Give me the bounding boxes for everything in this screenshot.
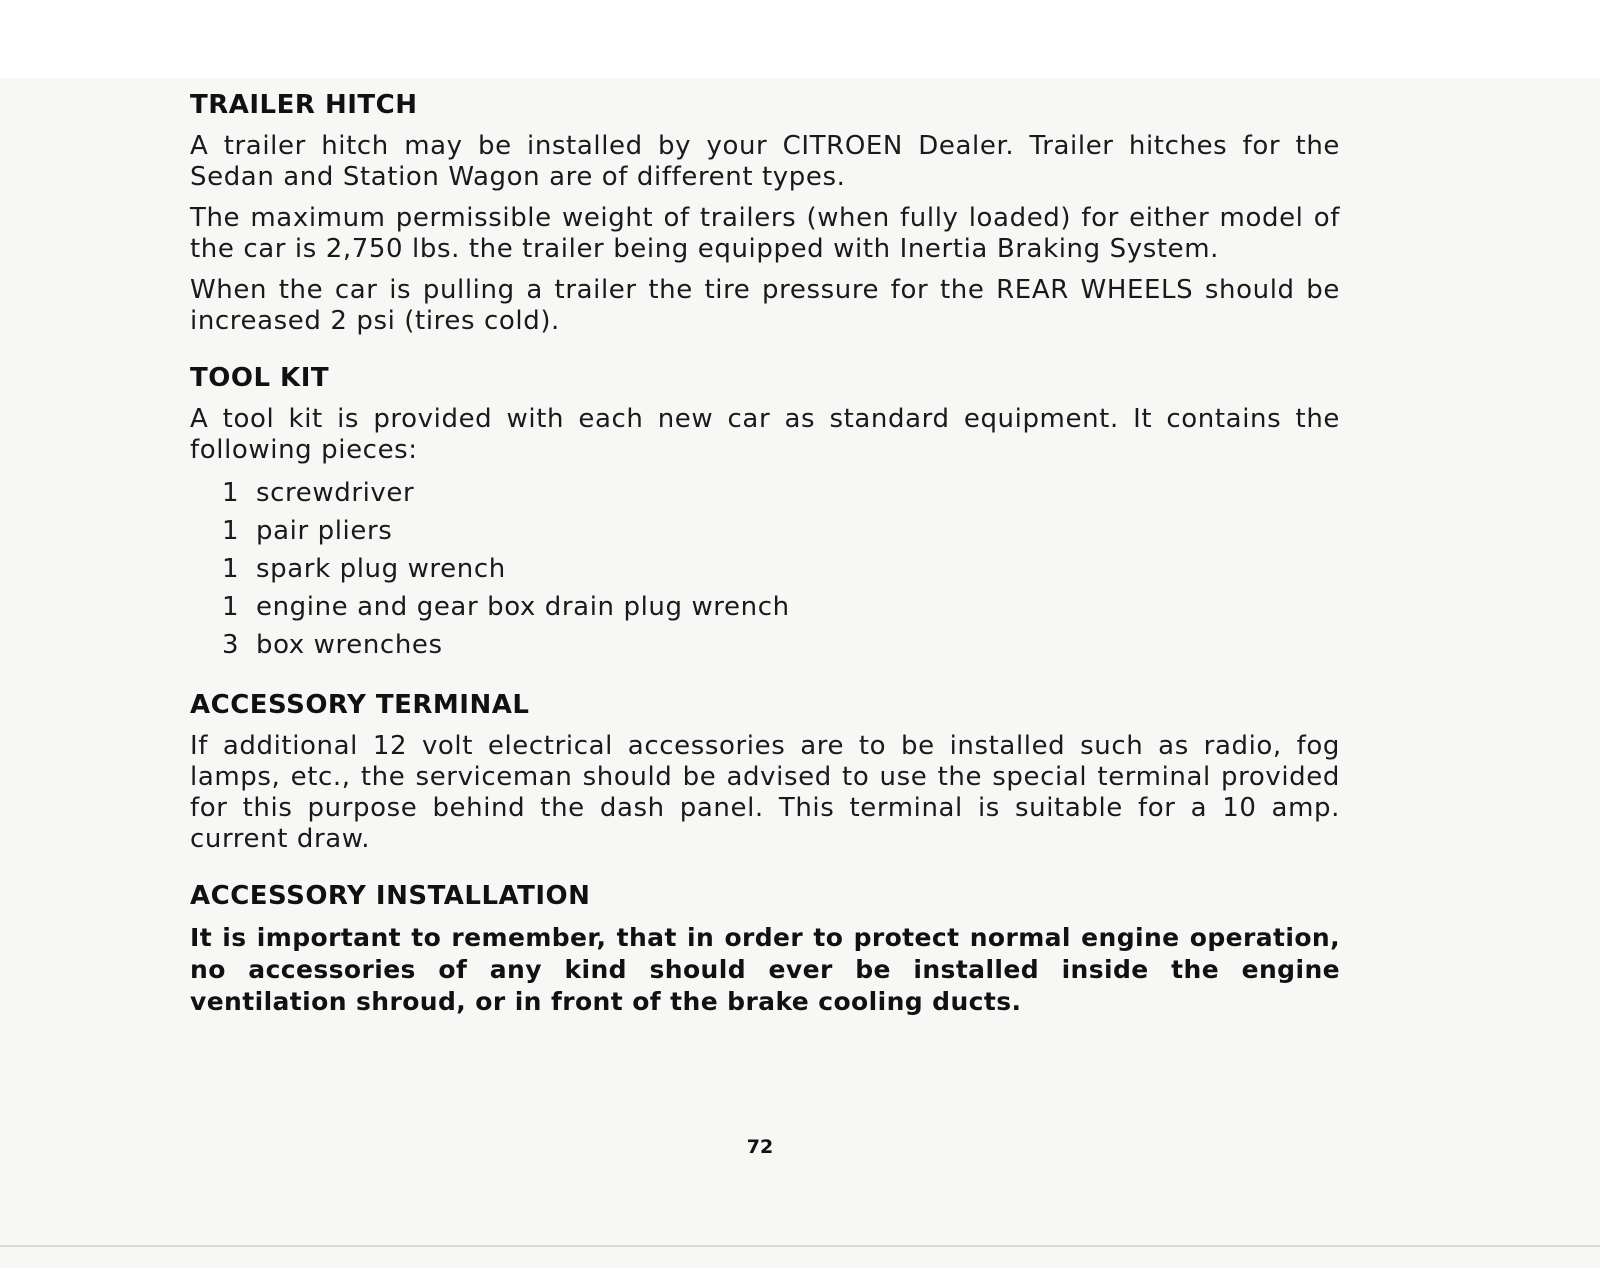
tool-quantity: 1 — [222, 478, 240, 508]
section-accessory-installation — [190, 879, 1340, 1018]
page-content — [190, 88, 1340, 1042]
section-accessory-terminal — [190, 688, 1340, 855]
list-item — [222, 588, 1340, 626]
heading-tool-kit: TOOL KIT — [190, 363, 330, 393]
tool-list — [222, 474, 1340, 664]
list-item — [222, 512, 1340, 550]
tool-name: screwdriver — [256, 478, 415, 508]
page-number: 72 — [746, 1136, 774, 1158]
tool-name: engine and gear box drain plug wrench — [256, 592, 790, 622]
tool-name: pair pliers — [256, 516, 393, 546]
paragraph-tool-kit-intro: A tool kit is provided with each new car as standard equipment. It contains the following pieces: — [190, 404, 1340, 465]
heading-accessory-installation: ACCESSORY INSTALLATION — [190, 881, 591, 911]
paragraph-accessory-terminal: If additional 12 volt electrical accessories are to be installed such as radio, fog lamps, etc., the serviceman should be advised to use the special terminal provided for this purpose behind the dash panel. This terminal is suitable for a 10 amp. current draw. — [190, 731, 1340, 854]
tool-quantity: 3 — [222, 630, 240, 660]
list-item — [222, 626, 1340, 664]
list-item — [222, 474, 1340, 512]
paragraph-trailer-hitch-1: A trailer hitch may be installed by your CITROEN Dealer. Trailer hitches for the Sedan and Station Wagon are of different types. — [190, 131, 1340, 192]
scan-edge-line — [0, 1245, 1600, 1247]
heading-accessory-terminal: ACCESSORY TERMINAL — [190, 690, 530, 720]
paragraph-accessory-installation: It is important to remember, that in order to protect normal engine operation, no accessories of any kind should ever be installed inside the engine ventilation shroud, or in front of the brake cooling ducts. — [190, 923, 1340, 1016]
list-item — [222, 550, 1340, 588]
tool-quantity: 1 — [222, 516, 240, 546]
tool-name: spark plug wrench — [256, 554, 506, 584]
heading-trailer-hitch: TRAILER HITCH — [190, 90, 418, 120]
section-tool-kit — [190, 361, 1340, 664]
paragraph-trailer-hitch-3: When the car is pulling a trailer the tire pressure for the REAR WHEELS should be increased 2 psi (tires cold). — [190, 275, 1340, 336]
tool-quantity: 1 — [222, 554, 240, 584]
section-trailer-hitch — [190, 88, 1340, 337]
tool-quantity: 1 — [222, 592, 240, 622]
paragraph-trailer-hitch-2: The maximum permissible weight of trailers (when fully loaded) for either model of the car is 2,750 lbs. the trailer being equipped with Inertia Braking System. — [190, 203, 1340, 264]
tool-name: box wrenches — [256, 630, 443, 660]
